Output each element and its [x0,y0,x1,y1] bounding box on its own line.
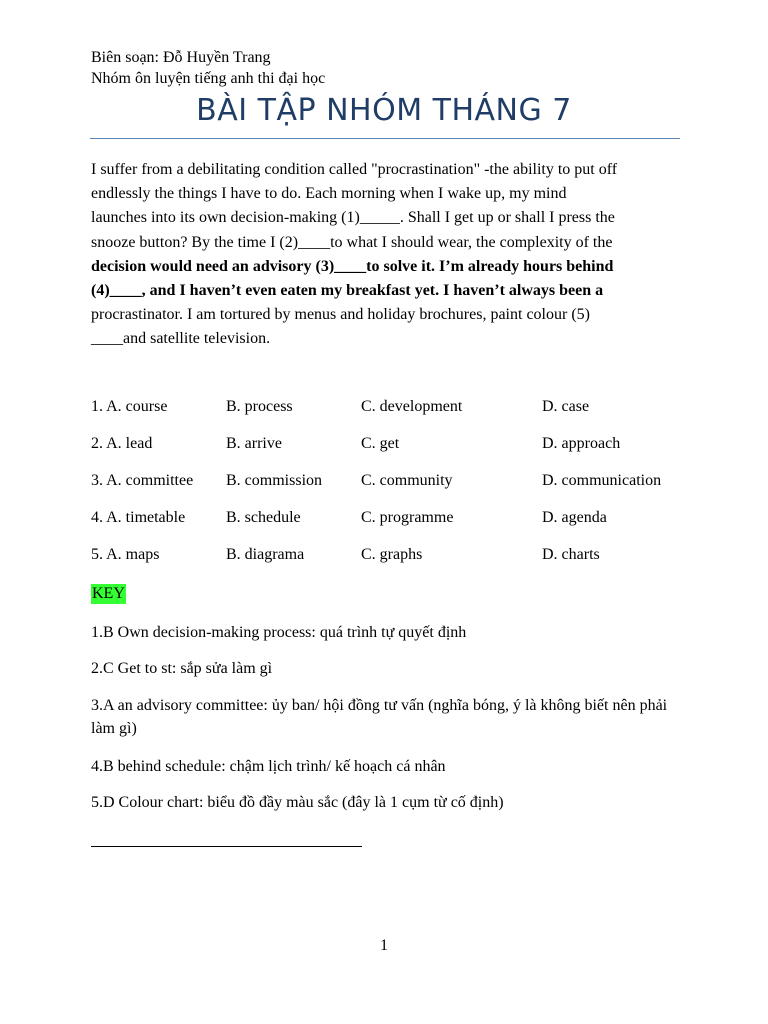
answer-line: 1.B Own decision-making process: quá trình tự quyết định [91,624,467,641]
page-number: 1 [380,937,388,954]
passage-line: decision would need an advisory (3)____to solve it. I’m already hours behind [91,257,614,275]
option-c: C. community [361,472,453,489]
option-d: D. charts [542,546,600,563]
option-a: 2. A. lead [91,435,153,452]
option-b: B. diagrama [226,546,305,563]
passage-line: procrastinator. I am tortured by menus and holiday brochures, paint colour (5) [91,306,590,324]
option-c: C. graphs [361,546,423,563]
answer-line: 5.D Colour chart: biểu đồ đầy màu sắc (đây là 1 cụm từ cố định) [91,794,504,811]
option-b: B. schedule [226,509,301,526]
option-d: D. approach [542,435,621,452]
option-b: B. process [226,398,293,415]
passage-line: launches into its own decision-making (1)_____. Shall I get up or shall I press the [91,209,615,227]
option-a: 4. A. timetable [91,509,186,526]
passage-line: (4)____, and I haven’t even eaten my breakfast yet. I haven’t always been a [91,282,604,300]
page-title: BÀI TẬP NHÓM THÁNG 7 [196,93,572,128]
answer-line: 3.A an advisory committee: ủy ban/ hội đồng tư vấn (nghĩa bóng, ý là không biết nên phải làm gì) [91,697,668,737]
option-d: D. agenda [542,509,607,526]
option-d: D. case [542,398,590,415]
option-c: C. development [361,398,463,415]
document-header [91,47,325,89]
title-divider [90,138,680,139]
passage-line: endlessly the things I have to do. Each morning when I wake up, my mind [91,185,567,203]
answer-line: 4.B behind schedule: chậm lịch trình/ kế hoạch cá nhân [91,758,446,775]
option-b: B. commission [226,472,323,489]
option-a: 5. A. maps [91,546,160,563]
passage-line: snooze button? By the time I (2)____to what I should wear, the complexity of the [91,233,613,251]
answer-line: 2.C Get to st: sắp sửa làm gì [91,660,273,677]
passage-line: I suffer from a debilitating condition called "procrastination" -the ability to put off [91,161,618,178]
signature-line [91,846,362,847]
option-d: D. communication [542,472,662,489]
author-line: Biên soạn: Đỗ Huyền Trang [91,49,271,66]
option-c: C. programme [361,509,454,526]
option-c: C. get [361,435,400,452]
option-b: B. arrive [226,435,282,452]
passage-line: ____and satellite television. [91,330,271,348]
key-label: KEY [92,585,125,602]
group-line: Nhóm ôn luyện tiếng anh thi đại học [91,70,326,87]
option-a: 1. A. course [91,398,168,415]
option-a: 3. A. committee [91,472,194,489]
reading-passage [91,158,691,352]
